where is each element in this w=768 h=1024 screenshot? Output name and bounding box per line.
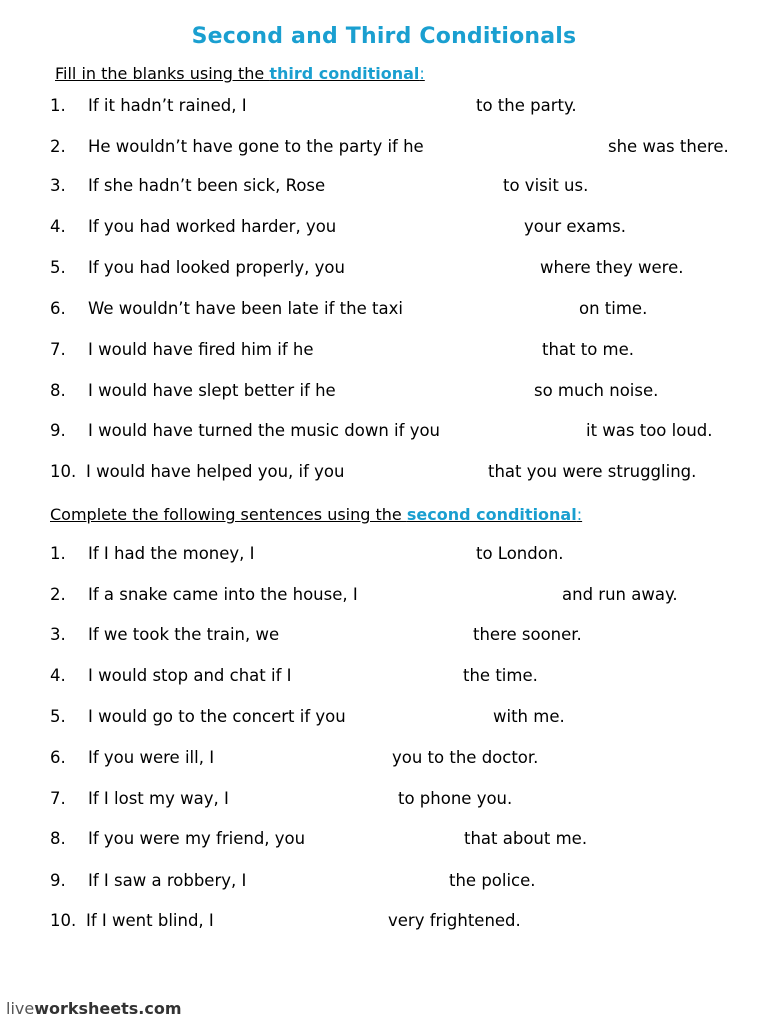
sentence-start: If you had worked harder, you (88, 217, 337, 236)
sentence-start: He wouldn’t have gone to the party if he (88, 137, 424, 156)
sentence-end: that to me. (542, 340, 635, 359)
sentence-start: If you were my friend, you (88, 829, 306, 848)
answer-blank[interactable] (295, 546, 465, 564)
exercise-row (0, 299, 768, 323)
sentence-end: to London. (476, 544, 564, 563)
answer-blank[interactable] (400, 587, 550, 605)
sentence-start: I would have helped you, if you (86, 462, 345, 481)
sentence-end: you to the doctor. (392, 748, 539, 767)
sentence-end: very frightened. (388, 911, 521, 930)
sentence-end: there sooner. (473, 625, 582, 644)
item-number: 7. (50, 340, 66, 359)
exercise-row (0, 748, 768, 772)
exercise-row (0, 340, 768, 364)
item-number: 5. (50, 258, 66, 277)
sentence-end: to the party. (476, 96, 577, 115)
sentence-start: I would have turned the music down if you (88, 421, 441, 440)
answer-blank[interactable] (350, 342, 530, 360)
exercise-row (0, 258, 768, 282)
exercise-row (0, 544, 768, 568)
item-number: 2. (50, 585, 66, 604)
sentence-start: I would have fired him if he (88, 340, 314, 359)
sentence-end: that you were struggling. (488, 462, 697, 481)
logo-worksheets: worksheets (34, 999, 139, 1018)
sentence-start: If it hadn’t rained, I (88, 96, 247, 115)
section1-instruction (55, 64, 425, 83)
logo-dotcom: .com (138, 999, 182, 1018)
item-number: 7. (50, 789, 66, 808)
item-number: 2. (50, 137, 66, 156)
answer-blank[interactable] (380, 219, 515, 237)
item-number: 4. (50, 217, 66, 236)
sentence-start: If you were ill, I (88, 748, 215, 767)
exercise-row (0, 585, 768, 609)
sentence-end: on time. (579, 299, 648, 318)
sentence-end: the time. (463, 666, 538, 685)
answer-blank[interactable] (444, 301, 569, 319)
sentence-start: I would stop and chat if I (88, 666, 292, 685)
item-number: 5. (50, 707, 66, 726)
exercise-row (0, 789, 768, 813)
exercise-row (0, 462, 768, 486)
sentence-end: so much noise. (534, 381, 659, 400)
item-number: 9. (50, 421, 66, 440)
sentence-end: it was too loud. (586, 421, 713, 440)
exercise-row (0, 381, 768, 405)
sentence-end: to phone you. (398, 789, 513, 808)
exercise-row (0, 217, 768, 241)
section2-instruction-suffix: : (576, 505, 583, 524)
sentence-start: If I went blind, I (86, 911, 214, 930)
answer-blank[interactable] (488, 423, 578, 441)
item-number: 10. (50, 462, 77, 481)
item-number: 8. (50, 381, 66, 400)
sentence-end: she was there. (608, 137, 729, 156)
sentence-start: We wouldn’t have been late if the taxi (88, 299, 403, 318)
answer-blank[interactable] (290, 98, 460, 116)
logo-live: live (6, 999, 35, 1018)
item-number: 9. (50, 871, 66, 890)
sentence-end: and run away. (562, 585, 678, 604)
item-number: 8. (50, 829, 66, 848)
answer-blank[interactable] (312, 627, 462, 645)
sentence-end: that about me. (464, 829, 588, 848)
sentence-start: If she hadn’t been sick, Rose (88, 176, 326, 195)
exercise-row (0, 871, 768, 895)
answer-blank[interactable] (246, 913, 376, 931)
sentence-start: If I had the money, I (88, 544, 255, 563)
item-number: 3. (50, 176, 66, 195)
sentence-end: to visit us. (503, 176, 589, 195)
sentence-start: I would go to the concert if you (88, 707, 346, 726)
sentence-start: I would have slept better if he (88, 381, 336, 400)
item-number: 10. (50, 911, 77, 930)
item-number: 4. (50, 666, 66, 685)
exercise-row (0, 625, 768, 649)
answer-blank[interactable] (466, 139, 596, 157)
answer-blank[interactable] (282, 873, 438, 891)
exercise-row (0, 176, 768, 200)
exercise-row (0, 829, 768, 853)
sentence-start: If I saw a robbery, I (88, 871, 247, 890)
item-number: 1. (50, 96, 66, 115)
liveworksheets-logo (6, 999, 182, 1018)
section1-instruction-prefix: Fill in the blanks using the (55, 64, 270, 83)
answer-blank[interactable] (385, 260, 530, 278)
item-number: 1. (50, 544, 66, 563)
section2-instruction (50, 505, 582, 524)
answer-blank[interactable] (384, 464, 480, 482)
sentence-end: with me. (493, 707, 565, 726)
answer-blank[interactable] (262, 791, 388, 809)
exercise-row (0, 911, 768, 935)
exercise-row (0, 421, 768, 445)
exercise-row (0, 137, 768, 161)
sentence-end: where they were. (540, 258, 684, 277)
sentence-start: If I lost my way, I (88, 789, 229, 808)
section1-instruction-suffix: : (419, 64, 425, 83)
sentence-end: the police. (449, 871, 536, 890)
exercise-row (0, 707, 768, 731)
section2-instruction-prefix: Complete the following sentences using the (50, 505, 407, 524)
answer-blank[interactable] (384, 709, 484, 727)
sentence-end: your exams. (524, 217, 626, 236)
sentence-start: If we took the train, we (88, 625, 280, 644)
sentence-start: If a snake came into the house, I (88, 585, 358, 604)
page-title: Second and Third Conditionals (191, 24, 577, 49)
sentence-start: If you had looked properly, you (88, 258, 345, 277)
answer-blank[interactable] (327, 668, 452, 686)
item-number: 6. (50, 299, 66, 318)
answer-blank[interactable] (342, 831, 454, 849)
exercise-row (0, 96, 768, 120)
section1-instruction-highlight: third conditional (269, 64, 420, 83)
section2-instruction-highlight: second conditional (406, 505, 577, 524)
item-number: 6. (50, 748, 66, 767)
exercise-row (0, 666, 768, 690)
answer-blank[interactable] (244, 750, 384, 768)
answer-blank[interactable] (360, 178, 495, 196)
item-number: 3. (50, 625, 66, 644)
answer-blank[interactable] (372, 383, 522, 401)
